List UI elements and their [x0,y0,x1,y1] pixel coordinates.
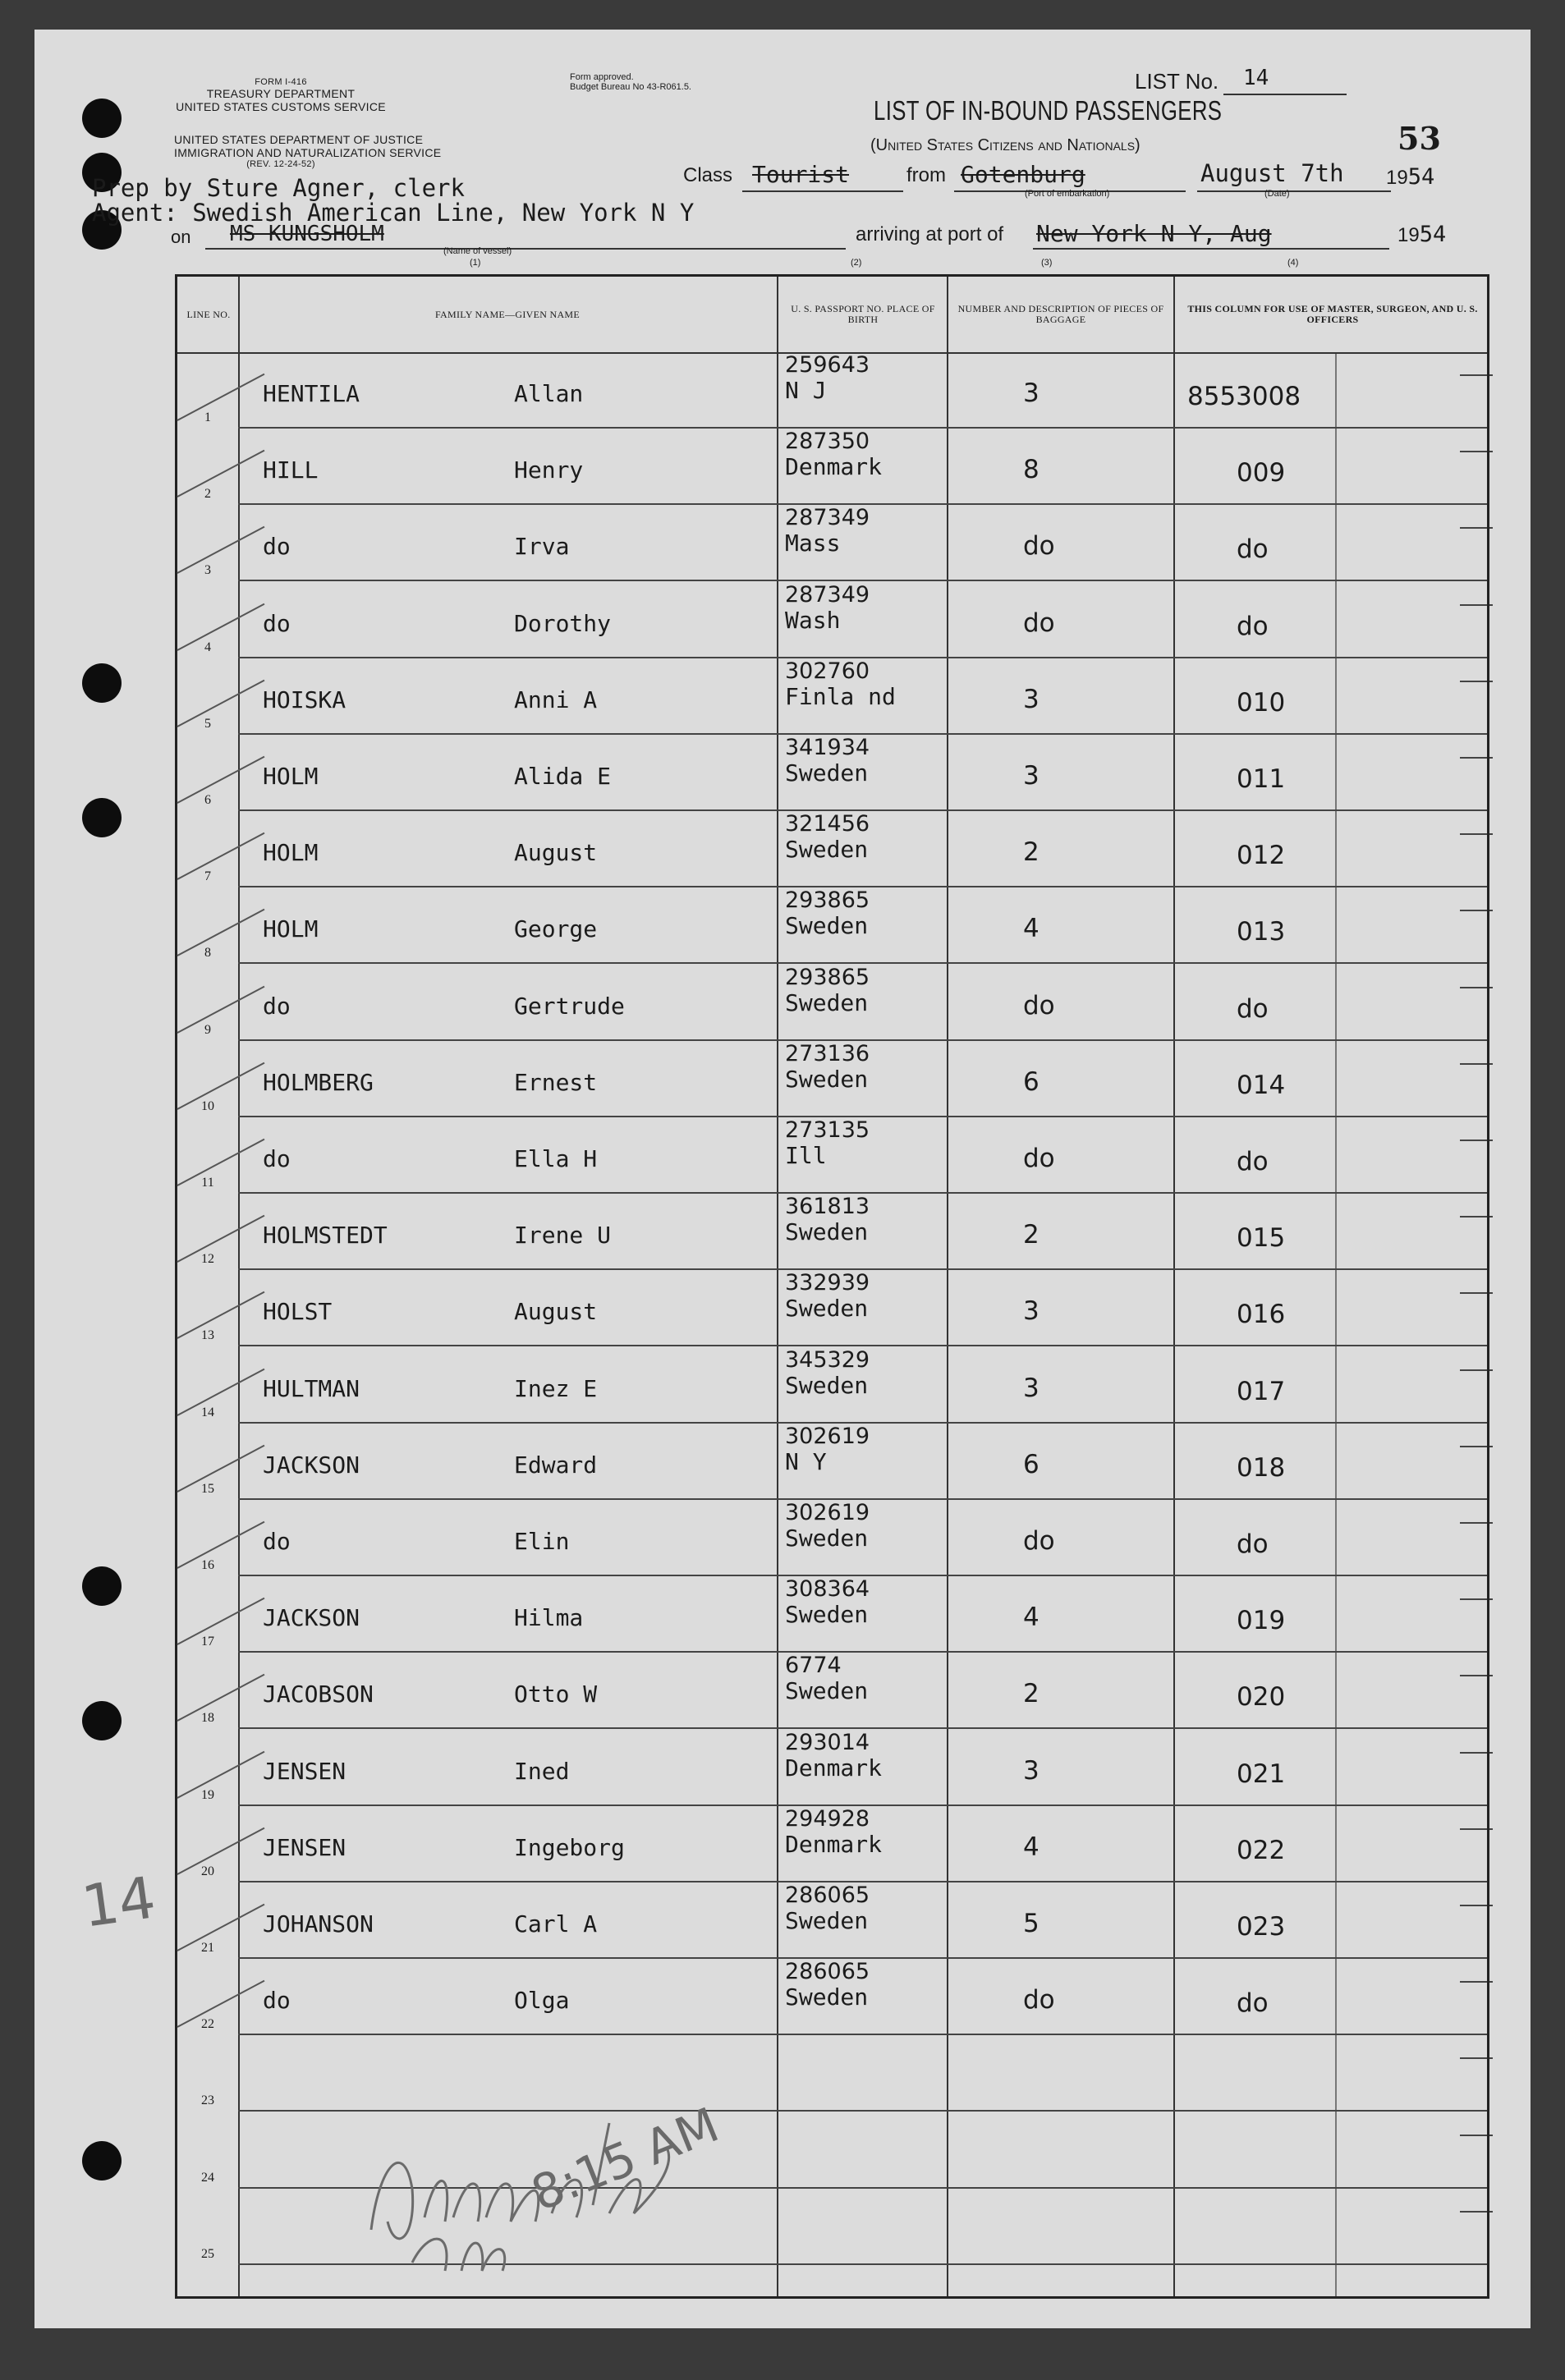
given-name: Anni A [514,686,598,713]
family-name: HOLMBERG [263,1068,374,1096]
table-row [177,887,1487,964]
table-row [177,582,1487,658]
line-number: 11 [201,1176,214,1190]
given-name: Alida E [514,763,612,790]
passport-number: 287350 [785,429,870,455]
line-number: 24 [201,2170,214,2185]
line-number: 2 [204,487,211,502]
line-number: 19 [201,1787,214,1802]
baggage-count: 3 [1023,1373,1040,1403]
passport-number: 6774 [785,1653,842,1679]
family-name: do [263,533,291,561]
line-number: 12 [201,1252,214,1267]
place-of-birth: Sweden [785,759,869,786]
family-name: do [263,1987,291,2015]
customs-service: UNITED STATES CUSTOMS SERVICE [176,100,386,113]
given-name: Carl A [514,1910,598,1937]
family-name: JACOBSON [263,1681,374,1708]
passport-number: 293014 [785,1729,870,1755]
officer-number: do [1237,534,1269,565]
caption-2: (2) [851,258,862,268]
header-baggage: NUMBER AND DESCRIPTION OF PIECES OF BAGGAGE [957,303,1164,325]
line-number: 15 [201,1481,214,1496]
line-number: 3 [204,563,211,578]
given-name: George [514,915,598,943]
passport-number: 302619 [785,1500,870,1525]
vessel-caption: (Name of vessel) [443,246,512,256]
officer-number: 020 [1237,1682,1286,1713]
baggage-count: 2 [1023,1679,1040,1709]
line-number: 1 [204,410,211,424]
given-name: August [514,839,598,867]
family-name: JENSEN [263,1833,347,1861]
baggage-count: do [1023,1985,1055,2015]
vessel-line [205,248,846,250]
passport-number: 286065 [785,1882,870,1908]
list-number: 14 [1243,66,1269,90]
given-name: Otto W [514,1681,598,1708]
line-number: 23 [201,2093,214,2108]
place-of-birth: Sweden [785,1601,869,1629]
line-number: 10 [201,1098,214,1113]
arrival-year-suffix: 54 [1419,222,1447,247]
given-name: Edward [514,1451,598,1479]
officer-number: do [1237,993,1269,1024]
date-line [1197,190,1391,192]
given-name: Ingeborg [514,1833,625,1861]
table-row [177,352,1487,429]
baggage-count: 2 [1023,837,1040,868]
form-approved [570,72,691,92]
baggage-count: 6 [1023,1066,1040,1097]
justice-block [174,133,442,169]
place-of-birth: Sweden [785,836,869,864]
family-name: JACKSON [263,1451,360,1479]
given-name: Ella H [514,1145,598,1172]
binder-hole [82,1566,122,1606]
given-name: Gertrude [514,992,625,1020]
line-number: 5 [204,716,211,731]
arrival-line [1033,248,1389,250]
line-number: 9 [204,1022,211,1037]
given-name: Allan [514,380,584,407]
table-row [177,1576,1487,1653]
officer-number: do [1237,1529,1269,1559]
family-name: JOHANSON [263,1910,374,1937]
header-name: FAMILY NAME—GIVEN NAME [434,308,581,320]
line-number: 20 [201,1864,214,1878]
form-number: FORM I-416 [255,77,307,87]
officer-number: 010 [1237,687,1286,718]
binder-hole [82,663,122,703]
given-name: Olga [514,1987,570,2015]
vessel-name: MS KUNGSHOLM [230,222,384,246]
table-row [177,1194,1487,1270]
place-of-birth: Sweden [785,1907,869,1934]
family-name: HOISKA [263,686,347,713]
line-number: 22 [201,2017,214,2032]
table-row [177,1653,1487,1729]
table-row [177,735,1487,811]
family-name: do [263,609,291,637]
class-value: Tourist [752,161,850,188]
family-name: HOLMSTEDT [263,1222,388,1250]
officer-number: 022 [1237,1835,1286,1865]
place-of-birth: Finla nd [785,682,896,710]
officer-number: 015 [1237,1223,1286,1254]
list-label-text: LIST No. [1135,69,1219,94]
from-port: Gotenburg [961,161,1085,188]
place-of-birth: Sweden [785,1525,869,1552]
officer-number: 011 [1237,764,1286,794]
place-of-birth: Sweden [785,1983,869,2011]
table-row [177,658,1487,735]
baggage-count: do [1023,1144,1055,1173]
officer-number: 017 [1237,1376,1286,1406]
given-name: Ernest [514,1068,598,1096]
table-row [177,505,1487,581]
document-subtitle: (United States Citizens and Nationals) [870,136,1140,154]
baggage-count: 4 [1023,1832,1040,1862]
treasury-dept: TREASURY DEPARTMENT [206,87,356,100]
given-name: Ined [514,1757,570,1785]
officer-number: 013 [1237,917,1286,947]
table-row [177,1270,1487,1346]
ins-service: IMMIGRATION AND NATURALIZATION SERVICE [174,146,442,159]
baggage-count: 3 [1023,684,1040,714]
arrival-port: New York N Y, Aug [1036,220,1272,247]
arriving-label: arriving at port of [856,223,1004,245]
place-of-birth: Sweden [785,1371,869,1399]
officer-number: do [1237,611,1269,641]
caption-3: (3) [1041,258,1053,268]
officer-number: 8553008 [1187,382,1301,411]
place-of-birth: Mass [785,530,841,557]
place-of-birth: Sweden [785,1218,869,1246]
given-name: Elin [514,1528,570,1555]
family-name: do [263,1145,291,1172]
passport-number: 293865 [785,964,870,990]
binder-hole [82,1701,122,1740]
family-name: HENTILA [263,380,360,407]
passport-number: 361813 [785,1194,870,1220]
baggage-count: do [1023,608,1055,638]
baggage-count: do [1023,1526,1055,1556]
passport-number: 273135 [785,1117,870,1143]
binder-hole [82,2141,122,2181]
line-number: 8 [204,946,211,961]
place-of-birth: Sweden [785,1065,869,1093]
passport-number: 293865 [785,887,870,914]
passport-number: 273136 [785,1040,870,1066]
list-number-line [1223,94,1347,95]
binder-hole [82,99,122,138]
place-of-birth: N Y [785,1447,827,1475]
header-officers: THIS COLUMN FOR USE OF MASTER, SURGEON, AND U. S. OFFICERS [1187,303,1478,325]
list-number-label [1135,69,1218,94]
place-of-birth: Sweden [785,912,869,940]
family-name: HOLM [263,915,319,943]
passport-number: 287349 [785,581,870,608]
line-number: 4 [204,640,211,654]
passenger-table [175,274,1489,2299]
table-row [177,1730,1487,1806]
family-name: HOLM [263,763,319,790]
table-row [177,965,1487,1041]
table-row [177,1500,1487,1576]
departure-date: August 7th [1200,159,1344,187]
form-approved-line2: Budget Bureau No 43-R061.5. [570,82,691,92]
departure-year [1386,164,1434,190]
baggage-count: 3 [1023,378,1040,408]
class-line [742,190,903,192]
binder-hole [82,798,122,837]
family-name: do [263,1528,291,1555]
officer-number: 019 [1237,1606,1286,1636]
baggage-count: 5 [1023,1909,1040,1938]
passport-number: 332939 [785,1270,870,1296]
given-name: Inez E [514,1374,598,1402]
passport-number: 259643 [785,352,870,378]
line-number: 13 [201,1328,214,1343]
officer-number: 014 [1237,1070,1286,1100]
given-name: Dorothy [514,609,612,637]
passport-number: 286065 [785,1959,870,1985]
table-row [177,1347,1487,1424]
passport-number: 302619 [785,1423,870,1449]
passport-number: 287349 [785,505,870,531]
officer-number: do [1237,1147,1269,1176]
passport-number: 302760 [785,658,870,684]
family-name: do [263,992,291,1020]
year-prefix: 19 [1386,167,1408,189]
revision: (REV. 12-24-52) [246,159,315,169]
table-row [177,1959,1487,2035]
manifest-page [34,30,1531,2328]
line-number: 7 [204,869,211,884]
table-row [177,1882,1487,1959]
given-name: Hilma [514,1604,584,1632]
from-label: from [906,164,946,186]
given-name: Irva [514,533,570,561]
place-of-birth: Denmark [785,1830,883,1858]
place-of-birth: Denmark [785,1754,883,1782]
class-label: Class [683,164,733,186]
line-number: 16 [201,1558,214,1572]
family-name: HOLM [263,839,319,867]
line-number: 21 [201,1941,214,1955]
agent: Agent: Swedish American Line, New York N Y [92,199,695,227]
place-of-birth: N J [785,377,827,404]
family-name: HOLST [263,1298,333,1326]
place-of-birth: Sweden [785,1677,869,1705]
family-name: JACKSON [263,1604,360,1632]
form-approved-line1: Form approved. [570,72,634,82]
baggage-count: 4 [1023,1603,1040,1633]
officer-number: 021 [1237,1759,1286,1789]
table-row [177,1806,1487,1882]
given-name: Henry [514,456,584,484]
place-of-birth: Sweden [785,1295,869,1323]
header-line-no: LINE NO. [186,308,231,320]
place-of-birth: Denmark [785,453,883,481]
given-name: Irene U [514,1222,612,1250]
table-row [177,1117,1487,1194]
passport-number: 321456 [785,811,870,837]
officer-number: 012 [1237,841,1286,871]
given-name: August [514,1298,598,1326]
baggage-count: 8 [1023,455,1040,485]
margin-note: 14 [77,1864,160,1941]
header-passport: U. S. PASSPORT NO. PLACE OF BIRTH [791,303,935,325]
officer-number: do [1237,1988,1269,2019]
place-of-birth: Sweden [785,988,869,1016]
arrival-year-prefix: 19 [1397,224,1420,246]
line-number: 17 [201,1635,214,1649]
passport-number: 345329 [785,1346,870,1373]
line-number: 14 [201,1405,214,1419]
baggage-count: 2 [1023,1220,1040,1250]
table-row [177,1424,1487,1500]
officer-number: 023 [1237,1912,1286,1942]
passport-number: 308364 [785,1576,870,1603]
baggage-count: 3 [1023,761,1040,791]
line-number: 6 [204,793,211,807]
baggage-count: do [1023,990,1055,1020]
family-name: HILL [263,456,319,484]
baggage-count: 6 [1023,1449,1040,1479]
baggage-count: 4 [1023,914,1040,944]
on-label: on [171,227,191,247]
place-of-birth: Ill [785,1142,827,1169]
place-of-birth: Wash [785,606,841,634]
officer-number: 016 [1237,1300,1286,1330]
date-caption: (Date) [1264,189,1290,199]
caption-4: (4) [1287,258,1299,268]
year-suffix: 54 [1407,164,1435,190]
baggage-count: 3 [1023,1296,1040,1327]
baggage-count: 3 [1023,1755,1040,1786]
officer-number: 009 [1237,458,1286,488]
justice-dept: UNITED STATES DEPARTMENT OF JUSTICE [174,133,424,146]
family-name: JENSEN [263,1757,347,1785]
table-row [177,811,1487,887]
arrival-year [1397,222,1446,247]
prepared-by: Prep by Sture Agner, clerk [92,174,465,202]
table-row [177,1041,1487,1117]
officer-number: 018 [1237,1452,1286,1483]
family-name: HULTMAN [263,1374,360,1402]
line-number: 18 [201,1711,214,1726]
department-block [174,77,388,113]
page-number: 53 [1397,120,1441,157]
port-caption: (Port of embarkation) [1025,189,1110,199]
signature-time: 8:15 AM [523,2096,727,2222]
passport-number: 341934 [785,735,870,760]
caption-1: (1) [470,258,481,268]
line-number: 25 [201,2246,214,2261]
passport-number: 294928 [785,1805,870,1832]
document-title: LIST OF IN-BOUND PASSENGERS [874,95,1223,126]
table-row [177,429,1487,505]
baggage-count: do [1023,531,1055,562]
